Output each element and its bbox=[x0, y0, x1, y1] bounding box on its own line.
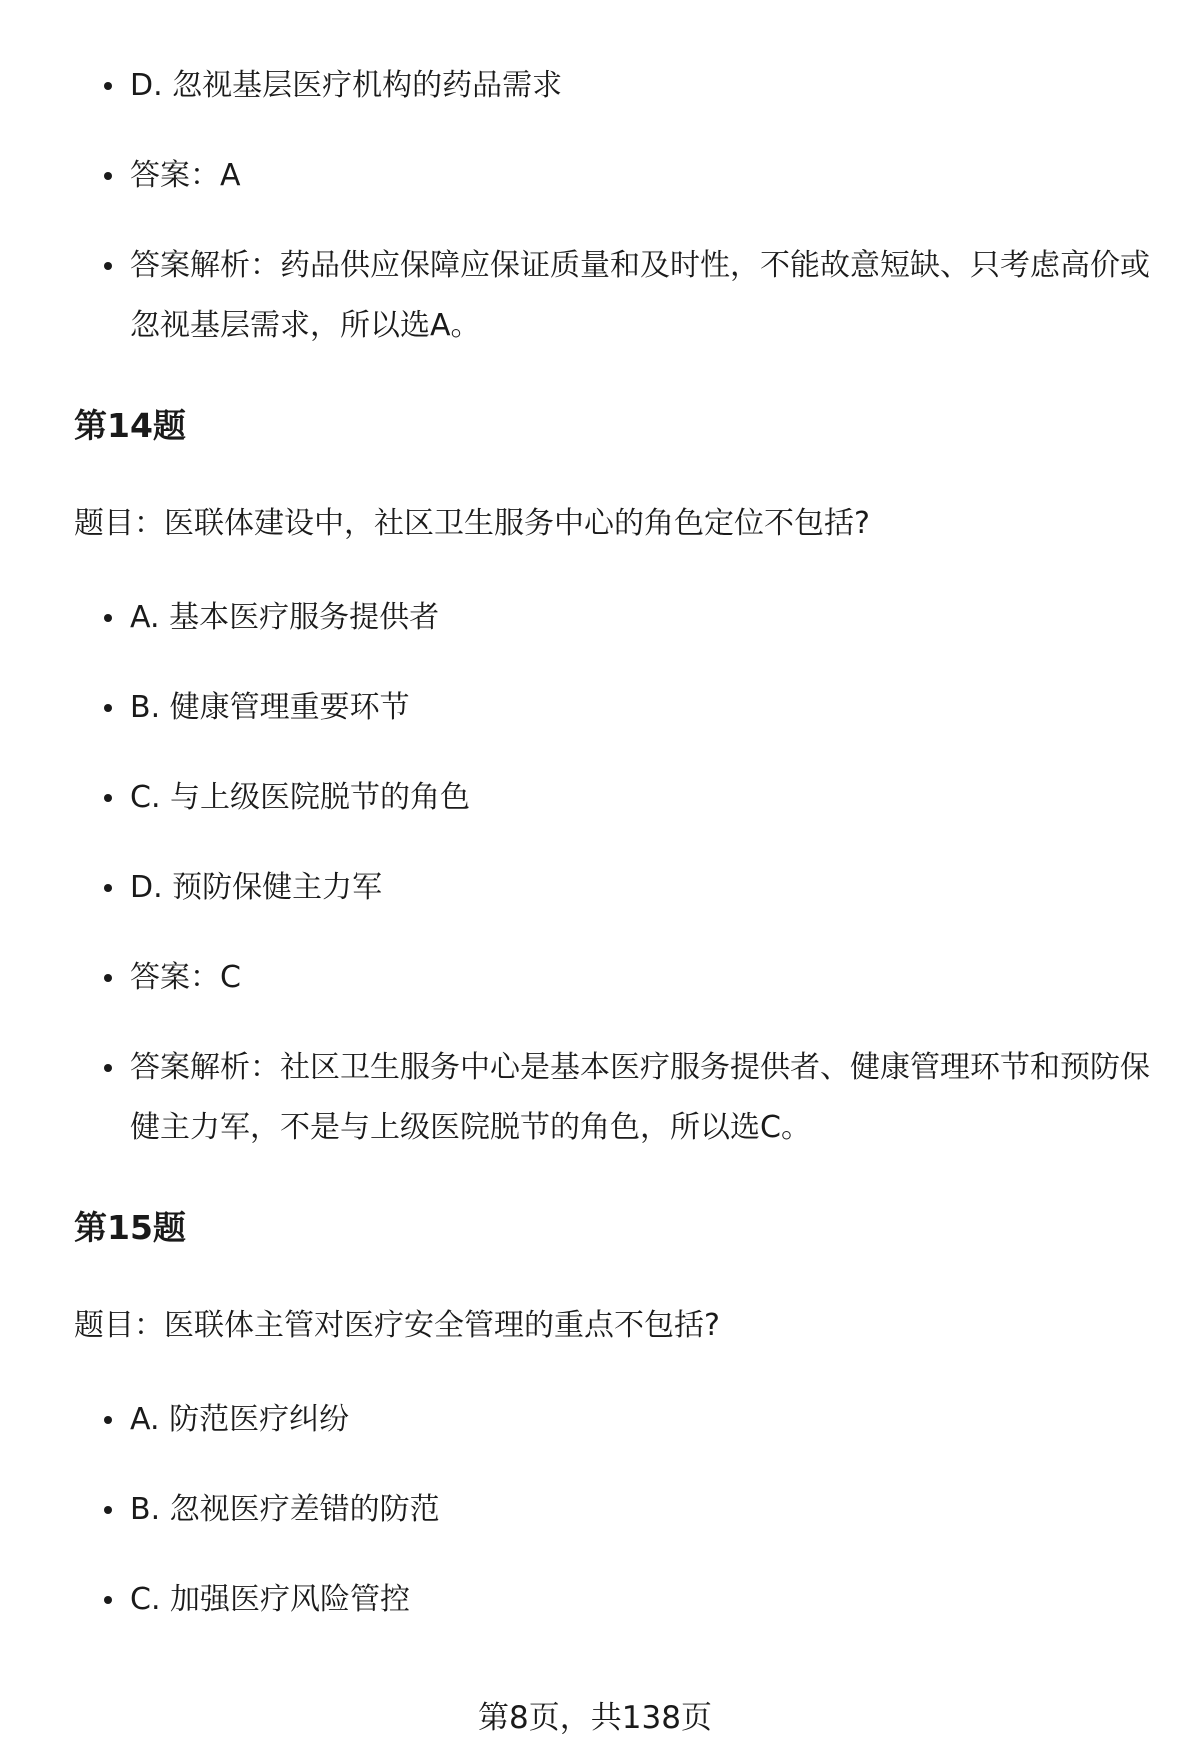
question-heading: 第15题 bbox=[74, 1208, 186, 1247]
option-b: B. 忽视医疗差错的防范 bbox=[130, 1480, 1165, 1540]
answer-explanation: 答案解析：社区卫生服务中心是基本医疗服务提供者、健康管理环节和预防保健主力军，不是与上级医院脱节的角色，所以选C。 bbox=[130, 1038, 1165, 1158]
option-c: C. 加强医疗风险管控 bbox=[130, 1570, 1165, 1630]
option-d: D. 预防保健主力军 bbox=[130, 858, 1165, 918]
option-a: A. 防范医疗纠纷 bbox=[130, 1390, 1165, 1450]
option-b: B. 健康管理重要环节 bbox=[130, 678, 1165, 738]
option-d: D. 忽视基层医疗机构的药品需求 bbox=[130, 56, 1165, 116]
question-heading: 第14题 bbox=[74, 406, 186, 445]
answer-explanation: 答案解析：药品供应保障应保证质量和及时性，不能故意短缺、只考虑高价或忽视基层需求，所以选A。 bbox=[130, 236, 1165, 356]
answer: 答案：C bbox=[130, 948, 1165, 1008]
option-c: C. 与上级医院脱节的角色 bbox=[130, 768, 1165, 828]
page-number: 第8页，共138页 bbox=[478, 1700, 712, 1736]
answer: 答案：A bbox=[130, 146, 1165, 206]
option-a: A. 基本医疗服务提供者 bbox=[130, 588, 1165, 648]
question-text: 题目：医联体建设中，社区卫生服务中心的角色定位不包括? bbox=[74, 506, 870, 541]
question-text: 题目：医联体主管对医疗安全管理的重点不包括? bbox=[74, 1308, 720, 1343]
